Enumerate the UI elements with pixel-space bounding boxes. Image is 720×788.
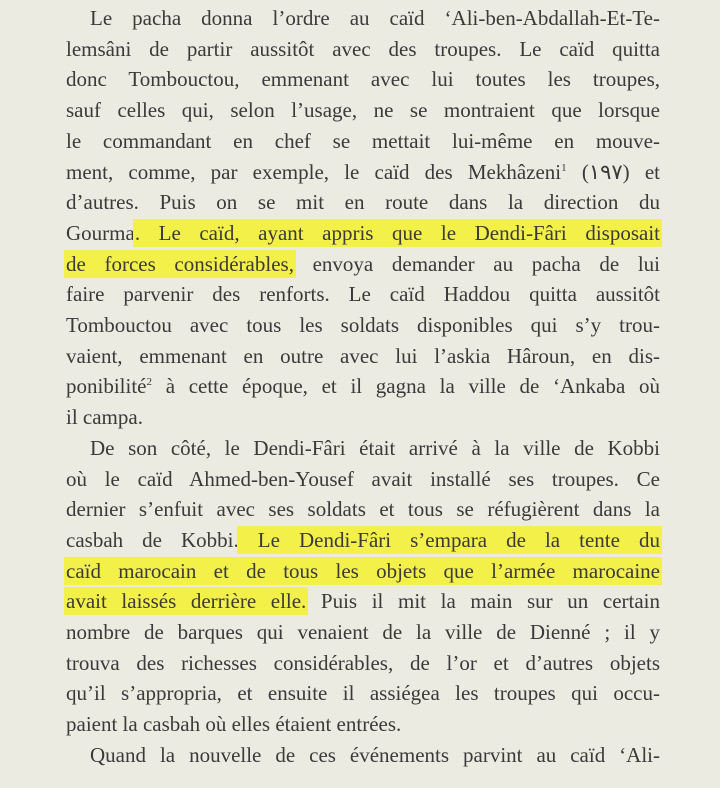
footnote-marker: 1: [561, 161, 567, 174]
text-segment: Gourma: [66, 220, 135, 245]
text-segment: paient la casbah où elles étaient entrées.: [66, 712, 402, 737]
text-line: [66, 95, 660, 125]
text-segment: ponibilité: [66, 374, 147, 399]
text-line: [66, 464, 660, 494]
text-line: [66, 494, 660, 524]
text-line: [66, 249, 660, 279]
text-segment: vaient, emmenant en outre avec lui l’askia Hâroun, en dis-: [66, 343, 660, 368]
text-line: [66, 371, 660, 401]
text-line: [66, 157, 660, 187]
text-segment: Le pacha donna l’ordre au caïd ‘Ali-ben-Abdallah-Et-Te-: [90, 6, 660, 30]
text-line: [66, 402, 660, 432]
text-segment: trouva des richesses considérables, de l’or et d’autres objets: [66, 650, 660, 675]
text-line: [90, 740, 660, 770]
text-segment: à cette époque, et il gagna la ville de ‘Ankaba où: [152, 374, 660, 399]
text-line: [66, 341, 660, 371]
text-segment: le commandant en chef se mettait lui-même en mouve-: [66, 128, 660, 153]
highlighted-text: caïd marocain et de tous les objets que l’armée marocaine: [66, 558, 660, 583]
text-line: [66, 556, 660, 586]
text-line: [66, 64, 660, 94]
highlighted-text: avait laissés derrière elle.: [66, 589, 307, 614]
text-line: [66, 279, 660, 309]
text-segment: Tombouctou avec tous les soldats disponibles qui s’y trou-: [66, 313, 660, 337]
highlighted-text: Le Dendi-Fâri s’empara de la tente du: [238, 527, 660, 552]
text-segment: donc Tombouctou, emmenant avec lui toutes les troupes,: [66, 67, 660, 92]
text-segment: où le caïd Ahmed-ben-Yousef avait installé ses troupes. Ce: [66, 466, 660, 491]
text-line: [66, 126, 660, 156]
text-line: [66, 218, 660, 248]
footnote-marker: 2: [146, 376, 152, 389]
text-line: [66, 187, 660, 217]
text-segment: De son côté, le Dendi-Fâri était arrivé à la ville de Kobbi: [90, 435, 660, 460]
text-line: [66, 617, 660, 647]
text-segment: (١٩٧) et: [566, 159, 660, 184]
text-segment: il campa.: [66, 405, 143, 430]
text-line: [66, 310, 660, 340]
text-line: [66, 525, 660, 555]
text-segment: lemsâni de partir aussitôt avec des troupes. Le caïd quitta: [66, 36, 660, 61]
text-segment: qu’il s’appropria, et ensuite il assiégea les troupes qui occu-: [66, 681, 660, 706]
highlighted-text: de forces considérables,: [66, 251, 294, 276]
text-segment: Puis il mit la main sur un certain: [306, 589, 660, 614]
text-segment: d’autres. Puis on se mit en route dans la direction du: [66, 190, 660, 215]
text-segment: dernier s’enfuit avec ses soldats et tous se réfugièrent dans la: [66, 497, 660, 522]
text-line: [66, 648, 660, 678]
text-segment: ment, comme, par exemple, le caïd des Mekhâzeni: [66, 159, 562, 184]
highlighted-text: . Le caïd, ayant appris que le Dendi-Fâri disposait: [134, 220, 660, 245]
text-line: [66, 586, 660, 616]
text-segment: faire parvenir des renforts. Le caïd Haddou quitta aussitôt: [66, 282, 660, 307]
text-segment: nombre de barques qui venaient de la ville de Dienné ; il y: [66, 620, 660, 644]
text-line: [90, 433, 660, 463]
text-line: [90, 3, 660, 33]
text-line: [66, 678, 660, 708]
text-segment: envoya demander au pacha de lui: [293, 251, 660, 276]
text-segment: sauf celles qui, selon l’usage, ne se montraient que lorsque: [66, 98, 660, 123]
text-segment: Quand la nouvelle de ces événements parvint au caïd ‘Ali-: [90, 742, 660, 767]
text-segment: casbah de Kobbi.: [66, 527, 239, 552]
text-line: [66, 34, 660, 64]
text-line: [66, 709, 660, 739]
